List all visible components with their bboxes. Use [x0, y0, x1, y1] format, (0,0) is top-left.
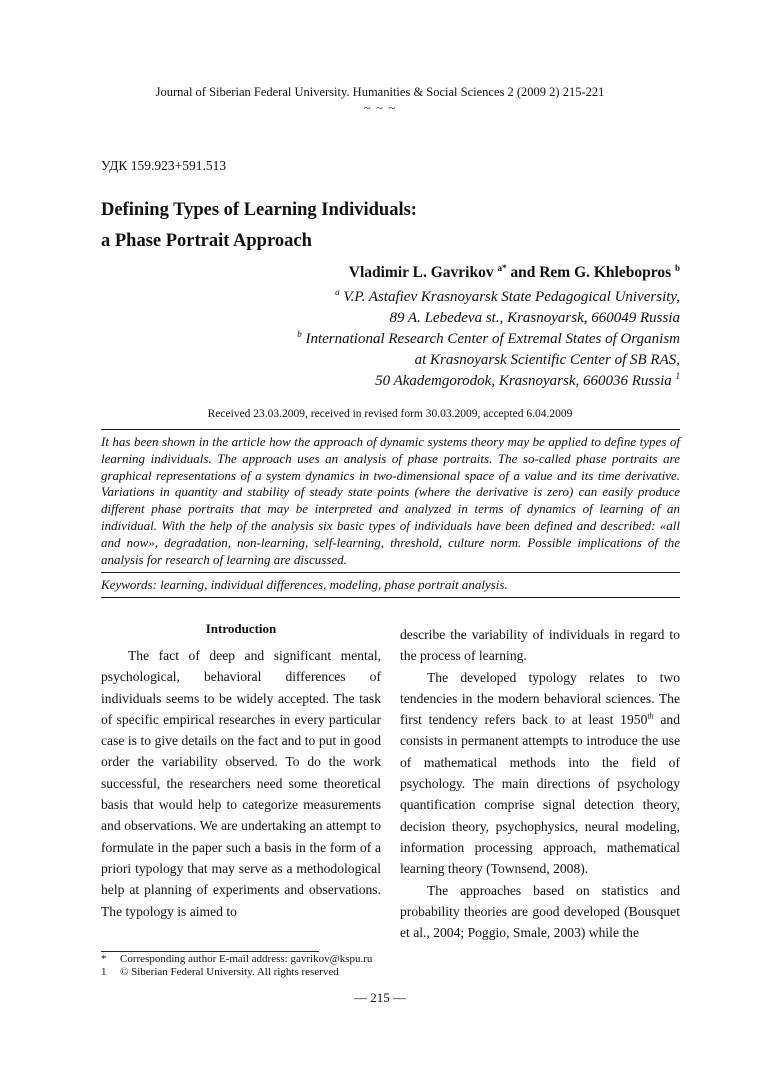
affiliation-b-line-3: 50 Akademgorodok, Krasnoyarsk, 660036 Russia — [375, 373, 672, 389]
affiliation-b-line-3-mark: 1 — [675, 371, 680, 381]
author-1-mark: a* — [497, 262, 507, 273]
affiliation-a-line-1: V.P. Astafiev Krasnoyarsk State Pedagogical University, — [343, 289, 680, 305]
keywords: Keywords: learning, individual differences, modeling, phase portrait analysis. — [101, 577, 508, 592]
title-line-2: a Phase Portrait Approach — [101, 231, 312, 251]
body-column-left — [101, 645, 381, 922]
header-separator: ~ ~ ~ — [363, 100, 397, 115]
page-number: — 215 — — [354, 990, 406, 1005]
keywords-bottom-rule — [101, 597, 680, 598]
intro-paragraph-1-continued: describe the variability of individuals in regard to the process of learning. — [400, 627, 680, 664]
received-dates: Received 23.03.2009, received in revised form 30.03.2009, accepted 6.04.2009 — [207, 408, 573, 420]
abstract-top-rule — [101, 429, 680, 430]
affiliation-a-mark: a — [335, 287, 340, 297]
intro-paragraph-3: The approaches based on statistics and probability theories are good developed (Bousquet et al., 2004; Poggio, Smale, 2003) while the — [400, 882, 680, 941]
intro-paragraph-2 — [400, 667, 680, 880]
intro-paragraph-2-part-b: and consists in permanent attempts to introduce the use of mathematical methods into the field of psychology. The main directions of psychology quantification comprise signal detection theory, decision theory, psychophysics, neural modeling, information processing approach, mathematical learning theory (Townsend, 2008). — [400, 712, 680, 877]
affiliation-a-line-2: 89 A. Lebedeva st., Krasnoyarsk, 660049 Russia — [389, 310, 680, 326]
footnote-mark-1: 1 — [101, 966, 107, 978]
body-column-right — [400, 624, 680, 943]
footnote-copyright — [101, 966, 339, 979]
author-list — [349, 264, 680, 282]
keywords-top-rule — [101, 572, 680, 573]
affiliation-b — [297, 329, 680, 392]
section-heading-introduction: Introduction — [205, 621, 277, 636]
footnote-corresponding — [101, 953, 372, 966]
journal-header: Journal of Siberian Federal University. Humanities & Social Sciences 2 (2009 2) 215-221 — [155, 85, 605, 99]
footnote-text-1: Corresponding author E-mail address: gavrikov@kspu.ru — [120, 953, 373, 965]
author-conjunction: and — [510, 264, 536, 281]
intro-paragraph-1: The fact of deep and significant mental, psychological, behavioral differences of individuals seems to be widely accepted. The task of specific empirical researches in every particular case is to give details on the fact and to put in good order the variability observed. To do the work successful, the researchers need some theoretical basis that would help to categorize measurements and observations. We are undertaking an attempt to formulate in the paper such a basis in the form of a priori typology that may serve as a methodological help at planning of experiments and observations. The typology is aimed to — [101, 648, 381, 919]
author-1: Vladimir L. Gavrikov — [348, 264, 494, 281]
affiliation-b-mark: b — [297, 329, 302, 339]
affiliation-b-line-1: International Research Center of Extremal States of Organism — [305, 331, 680, 347]
paper-title — [101, 195, 417, 257]
author-2-mark: b — [674, 262, 680, 273]
footnote-rule — [101, 951, 319, 952]
superscript-th: th — [647, 711, 654, 721]
affiliation-a — [335, 287, 680, 329]
title-line-1: Defining Types of Learning Individuals: — [101, 200, 417, 220]
author-2: Rem G. Khlebopros — [539, 264, 672, 281]
footnote-text-2: © Siberian Federal University. All rights reserved — [120, 966, 339, 978]
affiliation-b-line-2: at Krasnoyarsk Scientific Center of SB RAS, — [414, 352, 680, 368]
udk-code: УДК 159.923+591.513 — [101, 158, 227, 173]
abstract: It has been shown in the article how the approach of dynamic systems theory may be applied to define types of learning individuals. The approach uses an analysis of phase portraits. The so-called phase portraits are graphical representations of a system dynamics in two-dimensional space of a value and its time derivative. Variations in quantity and stability of steady state points (where the derivative is zero) can easily produce different phase portraits that may be interpreted and analyzed in terms of dynamics of learning of an individual. With the help of the analysis six basic types of individuals have been defined and described: «all and now», degradation, non-learning, self-learning, threshold, culture norm. Possible implications of the analysis for research of learning are discussed. — [101, 434, 680, 567]
footnote-mark-star: * — [101, 953, 107, 965]
intro-paragraph-2-part-a: The developed typology relates to two tendencies in the modern behavioral sciences. The first tendency refers back to at least 1950 — [400, 669, 680, 728]
